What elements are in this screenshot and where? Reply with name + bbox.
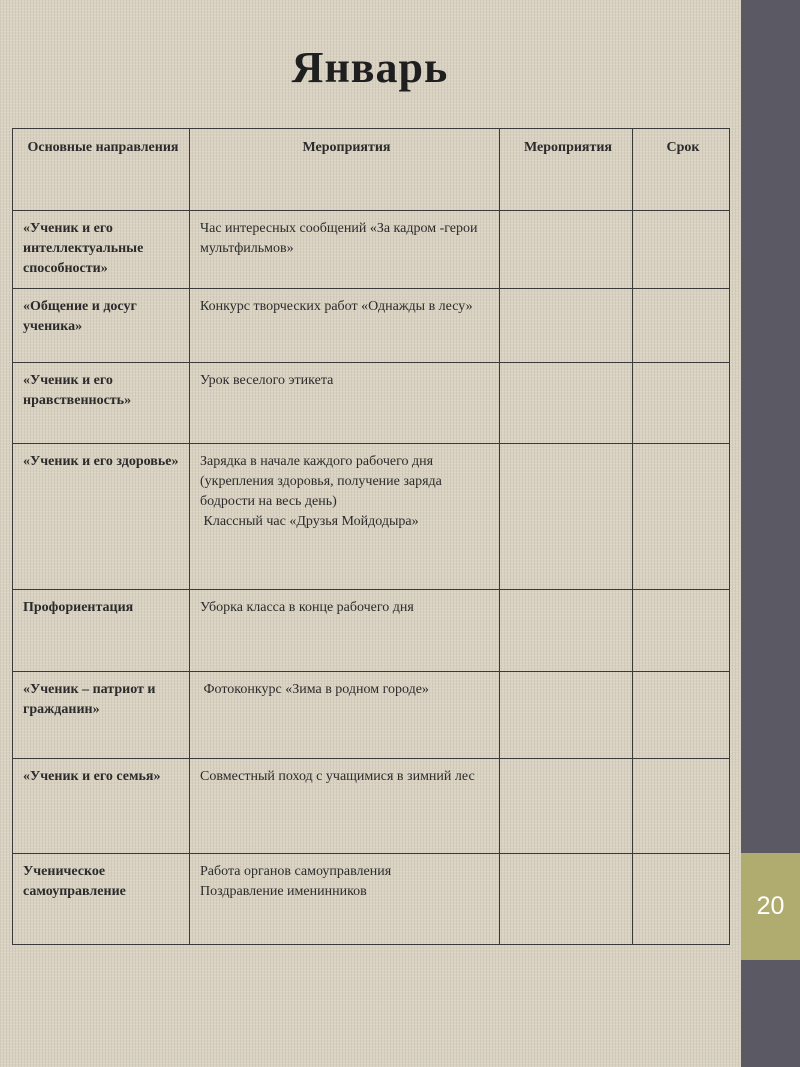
plan-table [12,128,730,945]
deadline-cell [633,672,730,759]
deadline-cell [633,363,730,444]
header-deadline: Срок [633,129,730,211]
deadline-cell [633,854,730,945]
direction-cell: Профориентация [13,590,190,672]
events2-cell [500,211,633,289]
table-row [13,854,730,945]
deadline-cell [633,211,730,289]
events-cell: Зарядка в начале каждого рабочего дня (укрепления здоровья, получение заряда бодрости на весь день) Классный час «Друзья Мойдодыра» [190,444,500,590]
events2-cell [500,759,633,854]
events2-cell [500,289,633,363]
page-number: 20 [756,892,785,920]
events2-cell [500,672,633,759]
table-row [13,444,730,590]
direction-cell: «Ученик и его семья» [13,759,190,854]
events-cell: Час интересных сообщений «За кадром -герои мультфильмов» [190,211,500,289]
direction-cell: «Ученик и его интеллектуальные способности» [13,211,190,289]
table-row [13,289,730,363]
events2-cell [500,363,633,444]
direction-cell: «Общение и досуг ученика» [13,289,190,363]
table-row [13,672,730,759]
header-events-2: Мероприятия [500,129,633,211]
page-title: Январь [291,43,449,92]
events-cell: Конкурс творческих работ «Однажды в лесу» [190,289,500,363]
table-row [13,590,730,672]
events-cell: Работа органов самоуправления Поздравление именинников [190,854,500,945]
table-row [13,363,730,444]
events2-cell [500,444,633,590]
events-cell: Совместный поход с учащимися в зимний лес [190,759,500,854]
table-header-row [13,129,730,211]
events2-cell [500,854,633,945]
deadline-cell [633,444,730,590]
events-cell: Уборка класса в конце рабочего дня [190,590,500,672]
events2-cell [500,590,633,672]
direction-cell: «Ученик и его нравственность» [13,363,190,444]
direction-cell: «Ученик – патриот и гражданин» [13,672,190,759]
events-cell: Фотоконкурс «Зима в родном городе» [190,672,500,759]
table-row [13,211,730,289]
deadline-cell [633,759,730,854]
header-events: Мероприятия [190,129,500,211]
deadline-cell [633,590,730,672]
direction-cell: «Ученик и его здоровье» [13,444,190,590]
header-directions: Основные направления [13,129,190,211]
table-row [13,759,730,854]
events-cell: Урок веселого этикета [190,363,500,444]
page-number-badge [741,853,800,960]
direction-cell: Ученическое самоуправление [13,854,190,945]
deadline-cell [633,289,730,363]
